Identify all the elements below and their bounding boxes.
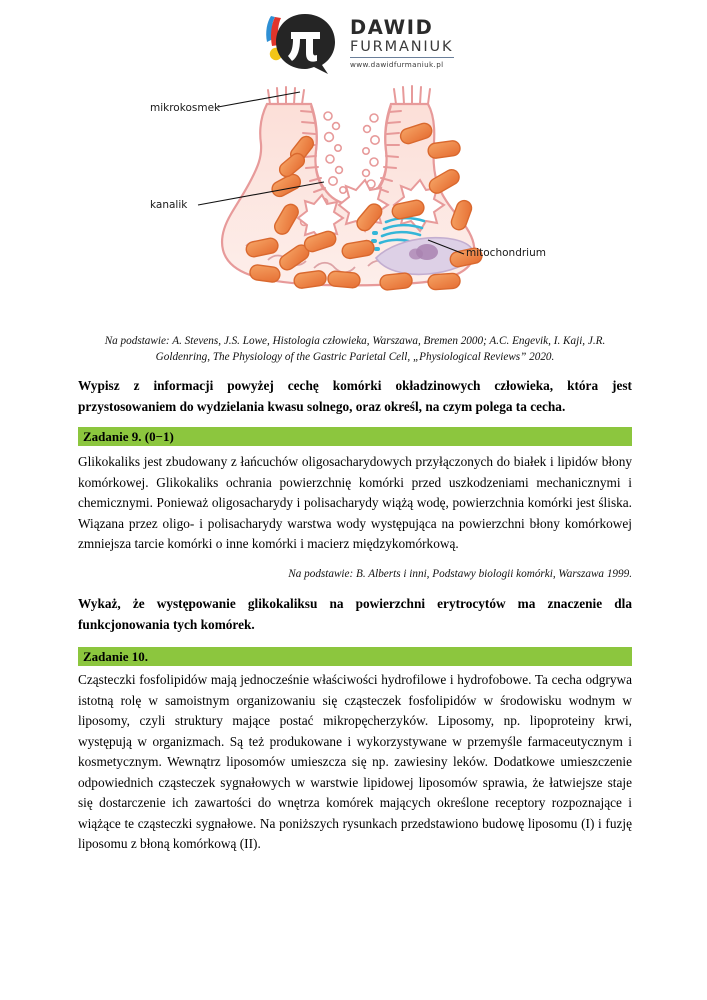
cell-illustration [128,82,568,327]
task-body-zadanie-9: Glikokaliks jest zbudowany z łańcuchów oligosacharydowych przyłączonych do białek i lipidów błony komórkowej. Glikokaliks ochrania powierzchnię komórki przed uszkodzeniami mechanicznymi i chemicznymi. Ponieważ oligosacharydy i polisacharydy wiążą wodę, powierzchnia komórki jest śliska. Wiązana przez oligo- i polisacharydy warstwa wody występująca na powierzchni błony komórkowej zmniejsza tarcie komórki o inne komórki i macierz międzykomórkową. [78,454,632,551]
source-citation-2: Na podstawie: B. Alberts i inni, Podstawy biologii komórki, Warszawa 1999. [288,568,632,580]
logo-mark-icon [258,12,344,76]
task-header-zadanie-10: Zadanie 10. [78,647,632,666]
figure-label-mitochondrion: mitochondrium [466,247,546,259]
logo-brand-line2: FURMANIUK [350,39,454,55]
figure-label-canaliculus: kanalik [150,199,188,211]
logo-url: www.dawidfurmaniuk.pl [350,60,444,69]
logo-wordmark [350,18,458,69]
figure-label-microvillus: mikrokosmek [150,102,221,114]
task-body-zadanie-10: Cząsteczki fosfolipidów mają jednocześnie właściwości hydrofilowe i hydrofobowe. Ta cecha odgrywa istotną rolę w samoistnym organizowaniu się cząsteczek fosfolipidów w środowisku wodnym w liposomy, czyli struktury mające postać mikropęcherzyków. Liposomy, np. lipoproteiny krwi, występują w organizmach. Są też produkowane i wykorzystywane w przemyśle farmaceutycznym i kosmetycznym. Wewnątrz liposomów umieszcza się np. zawiesiny leków. Dodatkowe umieszczenie odpowiednich cząsteczek sygnałowych w warstwie lipidowej liposomów sprawia, że łatwiejsze staje się dostarczenie ich zawartości do wnętrza komórek mających określone receptory rozpoznające i wiążące te cząsteczki sygnałowe. Na poniższych rysunkach przedstawiono budowę liposomu (I) i fuzję liposomu z błoną komórkową (II). [78,672,632,851]
parietal-cell-diagram [128,82,568,327]
prompt-after-task9: Wykaż, że występowanie glikokaliksu na powierzchni erytrocytów ma znaczenie dla funkcjonowania tych komórek. [78,596,632,632]
prompt-above-task9: Wypisz z informacji powyżej cechę komórki okładzinowych człowieka, która jest przystosowaniem do wydzielania kwasu solnego, oraz określ, na czym polega ta cecha. [78,378,632,414]
logo-brand-line1: DAWID [350,16,434,39]
source-citation-1: Na podstawie: A. Stevens, J.S. Lowe, Histologia człowieka, Warszawa, Bremen 2000; A.C. Engevik, I. Kaji, J.R. Goldenring, The Physiology of the Gastric Parietal Cell, „Physiological Reviews” 2020. [104,335,606,363]
site-logo [258,12,458,78]
task-header-zadanie-9: Zadanie 9. (0−1) [78,427,632,446]
logo-divider [350,57,454,58]
